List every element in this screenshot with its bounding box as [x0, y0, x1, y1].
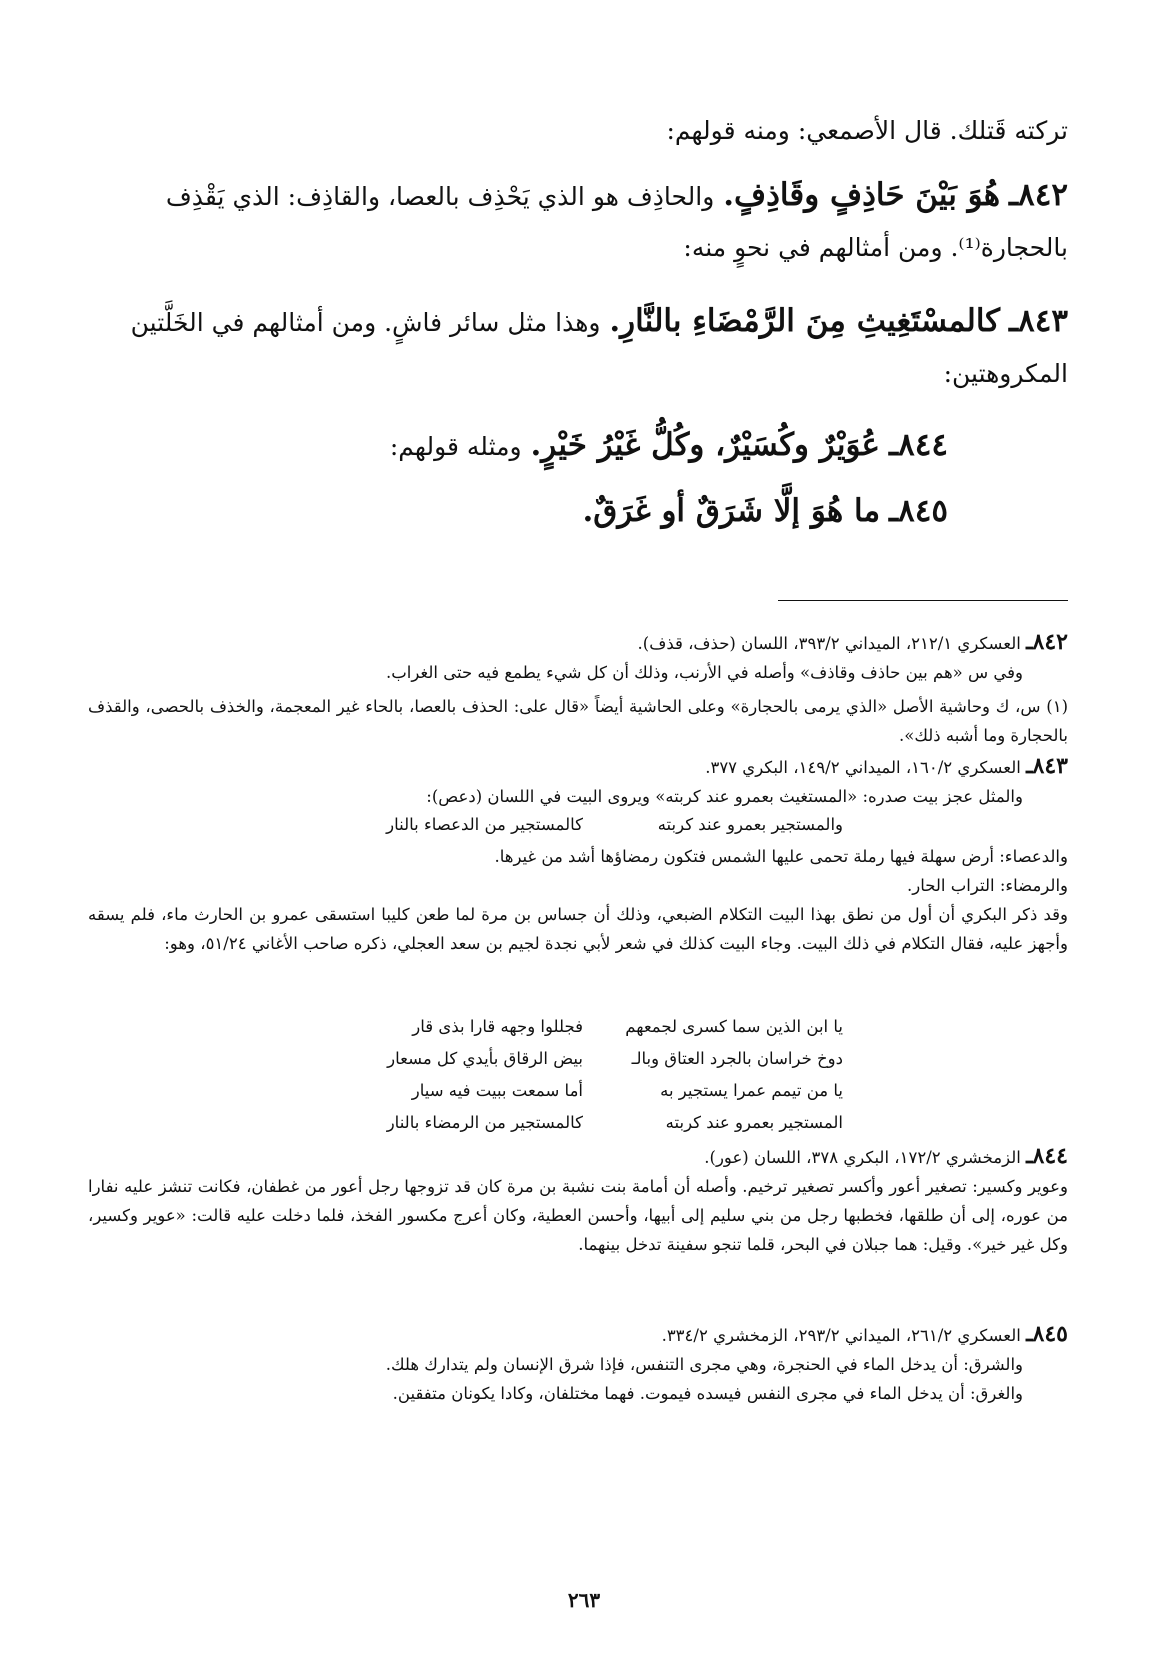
intro-line: تركته قَتلك. قال الأصمعي: ومنه قولهم: — [666, 116, 1068, 145]
poem-line-4-b: كالمستجير من الرمضاء بالنار — [386, 1113, 583, 1132]
proverb-845-number: ٨٤٥ـ — [888, 493, 948, 529]
proverb-845-text: ما هُوَ إلَّا شَرَقٌ أو غَرَقٌ. — [582, 493, 881, 529]
proverb-843-text: كالمسْتَغِيثِ مِنَ الرَّمْضَاءِ بالنَّارِ. — [609, 303, 1001, 339]
poem-line-1-b: فجللوا وجهه قارا بذى قار — [412, 1017, 583, 1036]
footnote-844-header — [88, 1142, 1068, 1172]
proverb-842-number: ٨٤٢ـ — [1008, 177, 1068, 213]
footnote-842-refs: العسكري ٢١٢/١، الميداني ٣٩٣/٢، اللسان (حذف، قذف). — [637, 634, 1021, 653]
footnote-845 — [88, 1320, 1068, 1408]
proverb-844-number: ٨٤٤ـ — [888, 427, 948, 463]
footnote-842 — [88, 628, 1068, 687]
footnote-843-line-1: والمثل عجز بيت صدره: «المستغيث بعمرو عند كربته» ويروى البيت في اللسان (دعص): — [426, 787, 1023, 806]
verse-1-first-hemistich: والمستجير بعمرو عند كربته — [657, 815, 843, 834]
footnote-843-refs: العسكري ١٦٠/٢، الميداني ١٤٩/٢، البكري ٣٧٧. — [705, 758, 1021, 777]
footnote-844 — [88, 1142, 1068, 1259]
footnote-844-refs: الزمخشري ١٧٢/٢، البكري ٣٧٨، اللسان (عور). — [704, 1148, 1021, 1167]
footnote-845-header — [88, 1320, 1068, 1350]
poem-line-2-b: بيض الرقاق بأيدي كل مسعار — [387, 1049, 583, 1068]
proverb-842-commentary: والحاذِف هو الذي يَحْذِف بالعصا، والقاذِف: الذي يَقْذِف بالحجارة⁽¹⁾. ومن أمثالهم في نحوٍ منه: — [165, 182, 1068, 262]
proverb-845 — [88, 486, 1068, 537]
proverb-842 — [88, 170, 1068, 273]
footnote-1: (١) س، ك وحاشية الأصل «الذي يرمى بالحجارة» وعلى الحاشية أيضاً «قال على: الحذف بالعصا، بالحاء غير المعجمة، والخذف بالحصى، والقذف بالحجارة وما أشبه ذلك». — [88, 697, 1068, 745]
footnote-843-line-2: والدعصاء: أرض سهلة فيها رملة تحمى عليها الشمس فتكون رمضاؤها أشد من غيرها. — [494, 847, 1068, 866]
footnote-843-line-4: وقد ذكر البكري أن أول من نطق بهذا البيت التكلام الضبعي، وذلك أن جساس بن مرة لما طعن كليبا استسقى عمرو بن الحارث ماء، فلم يسقه وأجهز عليه، فقال التكلام في ذلك البيت. وجاء البيت كذلك في شعر لأبي نجدة لجيم بن سعد العجلي، ذكره صاحب الأغاني ٥١/٢٤، وهو: — [88, 905, 1068, 953]
proverb-842-text: هُوَ بَيْنَ حَاذِفٍ وقَاذِفٍ. — [723, 177, 1001, 213]
proverb-844-commentary: ومثله قولهم: — [389, 432, 522, 461]
poem-line-3-a: يا من تيمم عمرا يستجير به — [660, 1081, 843, 1100]
footnote-842-number: ٨٤٢ـ — [1026, 629, 1068, 655]
footnote-845-line-2: والغرق: أن يدخل الماء في مجرى النفس فيسده فيموت. فهما مختلفان، وكادا يكونان متفقين. — [392, 1384, 1023, 1403]
footnote-842-header — [88, 628, 1068, 658]
poem-line-2-a: دوخ خراسان بالجرد العتاق وبالـ — [631, 1049, 843, 1068]
proverb-843-commentary: وهذا مثل سائر فاشٍ. ومن أمثالهم في الخَلَّتين المكروهتين: — [130, 308, 1068, 388]
footnote-844-line: وعوير وكسير: تصغير أعور وأكسر تصغير ترخيم. وأصله أن أمامة بنت نشبة بن مرة كان قد تزوجها رجل أعور من غطفان، فكانت تنشز عليه نفارا من عوره، إلى أن طلقها، فخطبها رجل من بني سليم إلى أبيها، وأحسن العطية، وكان أعرج مكسور الفخذ، فلما دخلت عليه قالت: «عوير وكسير، وكل غير خير». وقيل: هما جبلان في البحر، قلما تنجو سفينة تدخل بينهما. — [88, 1177, 1068, 1254]
page-number: ٢٦٣ — [567, 1588, 601, 1612]
footnote-844-number: ٨٤٤ـ — [1026, 1143, 1068, 1169]
proverb-843 — [88, 296, 1068, 399]
proverb-843-number: ٨٤٣ـ — [1008, 303, 1068, 339]
proverb-844 — [88, 420, 1068, 472]
footnote-divider — [778, 600, 1068, 601]
footnote-842-line: وفي س «هم بين حاذف وقاذف» وأصله في الأرنب، وذلك أن كل شيء يطمع فيه حتى الغراب. — [385, 663, 1023, 682]
footnote-845-number: ٨٤٥ـ — [1026, 1321, 1068, 1347]
footnote-843-header — [88, 752, 1068, 782]
verse-1-second-hemistich: كالمستجير من الدعصاء بالنار — [386, 815, 583, 834]
footnote-843 — [88, 752, 1068, 811]
poem-line-4-a: المستجير بعمرو عند كربته — [665, 1113, 843, 1132]
poem-line-1-a: يا ابن الذين سما كسرى لجمعهم — [625, 1017, 843, 1036]
poem-line-3-b: أما سمعت ببيت فيه سيار — [411, 1081, 583, 1100]
footnote-843-number: ٨٤٣ـ — [1026, 753, 1068, 779]
footnote-843-line-3: والرمضاء: التراب الحار. — [907, 876, 1068, 895]
footnote-843-body — [88, 842, 1068, 958]
proverb-844-text: عُوَيْرٌ وكُسَيْرٌ، وكُلُّ غَيْرُ خَيْرٍ. — [530, 427, 881, 463]
footnote-845-refs: العسكري ٢٦١/٢، الميداني ٢٩٣/٢، الزمخشري ٣٣٤/٢. — [661, 1326, 1021, 1345]
footnote-845-line-1: والشرق: أن يدخل الماء في الحنجرة، وهي مجرى التنفس، فإذا شرق الإنسان ولم يتدارك هلك. — [385, 1355, 1023, 1374]
